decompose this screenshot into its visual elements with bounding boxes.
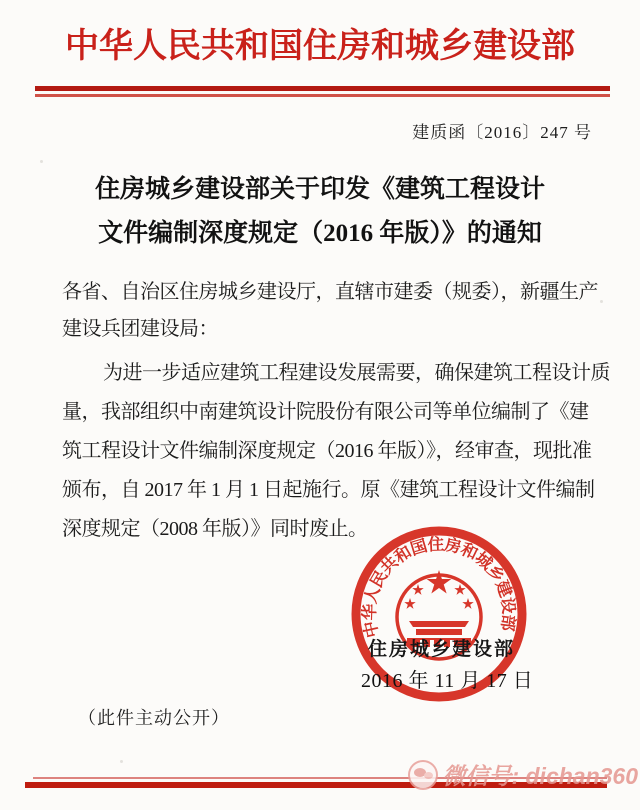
letterhead-rule-thin: [35, 94, 610, 97]
scan-speck: [40, 160, 43, 163]
seal-arc-text: 中华人民共和国住房和城乡建设部: [359, 534, 519, 640]
letterhead-rule-thick: [35, 86, 610, 91]
paragraph-line: 量，我部组织中南建筑设计院股份有限公司等单位编制了《建: [62, 401, 589, 423]
document-title-line1: 住房城乡建设部关于印发《建筑工程设计: [94, 176, 545, 203]
paragraph-line: 筑工程设计文件编制深度规定（2016 年版）》，经审查，现批准: [62, 440, 592, 462]
document-number: 建质函〔2016〕247 号: [412, 123, 592, 142]
signing-agency: 住房城乡建设部: [368, 639, 516, 660]
document-title-line2: 文件编制深度规定（2016 年版）》的通知: [98, 220, 542, 247]
scan-speck: [600, 300, 603, 303]
disclosure-note: （此件主动公开）: [78, 708, 230, 728]
paragraph-line: 深度规定（2008 年版）》同时废止。: [62, 518, 368, 540]
signing-date: 2016 年 11 月 17 日: [361, 670, 534, 692]
watermark-label: 微信号: dichan360: [442, 763, 638, 789]
paragraph-line: 为进一步适应建筑工程建设发展需要，确保建筑工程设计质: [103, 362, 610, 384]
document-body: [62, 274, 610, 549]
document-title: [0, 168, 640, 256]
salutation-line: 建设兵团建设局：: [62, 318, 218, 340]
watermark: [408, 758, 638, 791]
salutation-line: 各省、自治区住房城乡建设厅，直辖市建委（规委），新疆生产: [62, 281, 598, 303]
paragraph-line: 颁布，自 2017 年 1 月 1 日起施行。原《建筑工程设计文件编制: [62, 479, 595, 501]
letterhead-agency-name: 中华人民共和国住房和城乡建设部: [65, 28, 575, 65]
wechat-icon: [408, 760, 438, 790]
scan-speck: [120, 760, 123, 763]
